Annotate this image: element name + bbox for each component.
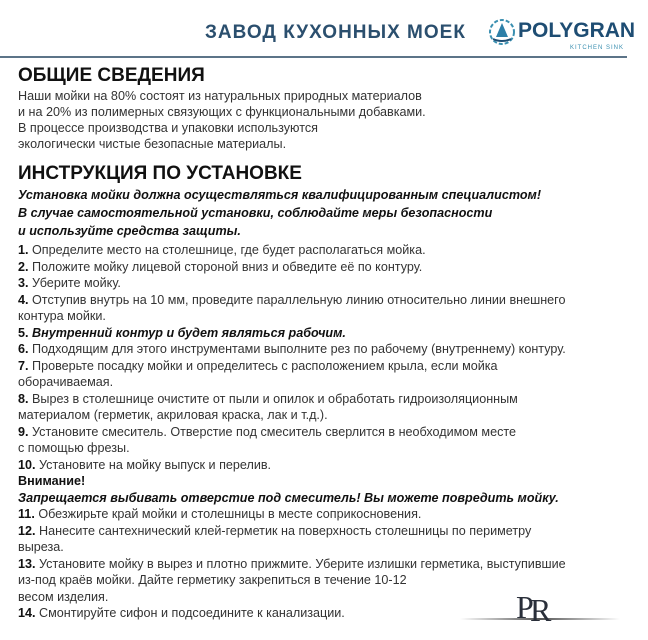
step-item xyxy=(18,523,638,540)
step-text: Внутренний контур и будет являться рабочим. xyxy=(32,325,346,340)
sail-logo-icon xyxy=(488,17,516,47)
general-line: и на 20% из полимерных связующих с функциональными добавками. xyxy=(18,105,426,119)
general-text xyxy=(18,88,638,152)
step-number: 9. xyxy=(18,424,29,439)
general-line: Наши мойки на 80% состоят из натуральных природных материалов xyxy=(18,89,422,103)
step-continuation: из-под краёв мойки. Дайте герметику закрепиться в течение 10-12 xyxy=(18,573,407,587)
step-continuation: материалом (герметик, акриловая краска, лак и т.д.). xyxy=(18,408,328,422)
pr-watermark-logo xyxy=(460,588,620,628)
install-steps xyxy=(18,242,638,622)
brand-subtitle: KITCHEN SINK xyxy=(569,45,624,51)
polygran-logo xyxy=(488,17,636,57)
install-heading: ИНСТРУКЦИЯ ПО УСТАНОВКЕ xyxy=(18,163,302,184)
step-number: 4. xyxy=(18,292,29,307)
step-number: 13. xyxy=(18,556,36,571)
step-number: 12. xyxy=(18,523,36,538)
step-text: Определите место на столешнице, где будет располагаться мойка. xyxy=(32,243,426,257)
page-header xyxy=(0,0,648,60)
attention-label: Внимание! xyxy=(18,474,86,488)
forbidden-warning: Запрещается выбивать отверстие под смеситель! Вы можете повредить мойку. xyxy=(18,490,559,505)
general-line: экологически чистые безопасные материалы. xyxy=(18,137,287,151)
step-item xyxy=(18,391,638,408)
general-line: В процессе производства и упаковки используются xyxy=(18,121,318,135)
step-item xyxy=(18,457,638,474)
install-warning xyxy=(18,186,638,240)
step-text: Уберите мойку. xyxy=(32,276,121,290)
svg-text:P: P xyxy=(516,589,534,625)
step-text: Смонтируйте сифон и подсоедините к канализации. xyxy=(39,606,345,620)
step-number: 11. xyxy=(18,507,35,521)
step-item xyxy=(18,292,638,309)
warning-line: Установка мойки должна осуществляться квалифицированным специалистом! xyxy=(18,188,542,202)
step-continuation: контура мойки. xyxy=(18,309,106,323)
step-item xyxy=(18,341,638,358)
step-number: 5. xyxy=(18,325,29,340)
header-divider xyxy=(0,56,627,58)
step-number: 3. xyxy=(18,276,29,290)
step-text: Отступив внутрь на 10 мм, проведите параллельную линию относительно линии внешнего xyxy=(32,292,566,307)
step-text: Установите на мойку выпуск и перелив. xyxy=(39,457,272,472)
step-item xyxy=(18,506,638,523)
step-number: 14. xyxy=(18,606,36,620)
warning-line: В случае самостоятельной установки, соблюдайте меры безопасности xyxy=(18,206,493,220)
step-continuation: выреза. xyxy=(18,540,64,554)
step-text: Положите мойку лицевой стороной вниз и обведите её по контуру. xyxy=(32,259,423,274)
step-number: 10. xyxy=(18,457,36,472)
step-item xyxy=(18,275,638,292)
step-text: Установите смеситель. Отверстие под смеситель сверлится в необходимом месте xyxy=(32,424,517,439)
svg-text:R: R xyxy=(530,592,552,628)
step-text: Подходящим для этого инструментами выполните рез по рабочему (внутреннему) контуру. xyxy=(32,342,566,356)
step-number: 7. xyxy=(18,358,29,373)
step-text: Обезжирьте край мойки и столешницы в месте соприкосновения. xyxy=(38,507,422,521)
step-item xyxy=(18,325,638,342)
general-heading: ОБЩИЕ СВЕДЕНИЯ xyxy=(18,65,205,86)
step-number: 8. xyxy=(18,391,29,406)
factory-title: ЗАВОД КУХОННЫХ МОЕК xyxy=(205,22,466,43)
step-continuation: оборачиваемая. xyxy=(18,375,114,389)
step-text: Нанесите сантехнический клей-герметик на поверхность столешницы по периметру xyxy=(39,523,532,538)
warning-line: и используйте средства защиты. xyxy=(18,224,241,238)
step-text: Проверьте посадку мойки и определитесь с расположением крыла, если мойка xyxy=(32,358,498,373)
step-item xyxy=(18,259,638,276)
step-item xyxy=(18,424,638,441)
step-continuation: с помощью фрезы. xyxy=(18,441,130,455)
step-continuation: весом изделия. xyxy=(18,589,109,604)
step-item xyxy=(18,242,638,259)
step-number: 1. xyxy=(18,243,29,257)
step-number: 2. xyxy=(18,259,29,274)
brand-name: POLYGRAN xyxy=(518,19,636,42)
step-text: Вырез в столешнице очистите от пыли и опилок и обработать гидроизоляционным xyxy=(32,391,518,406)
step-number: 6. xyxy=(18,342,29,356)
step-text: Установите мойку в вырез и плотно прижмите. Уберите излишки герметика, выступившие xyxy=(39,556,566,571)
step-item xyxy=(18,358,638,375)
document-body xyxy=(18,64,638,622)
step-item xyxy=(18,556,638,573)
